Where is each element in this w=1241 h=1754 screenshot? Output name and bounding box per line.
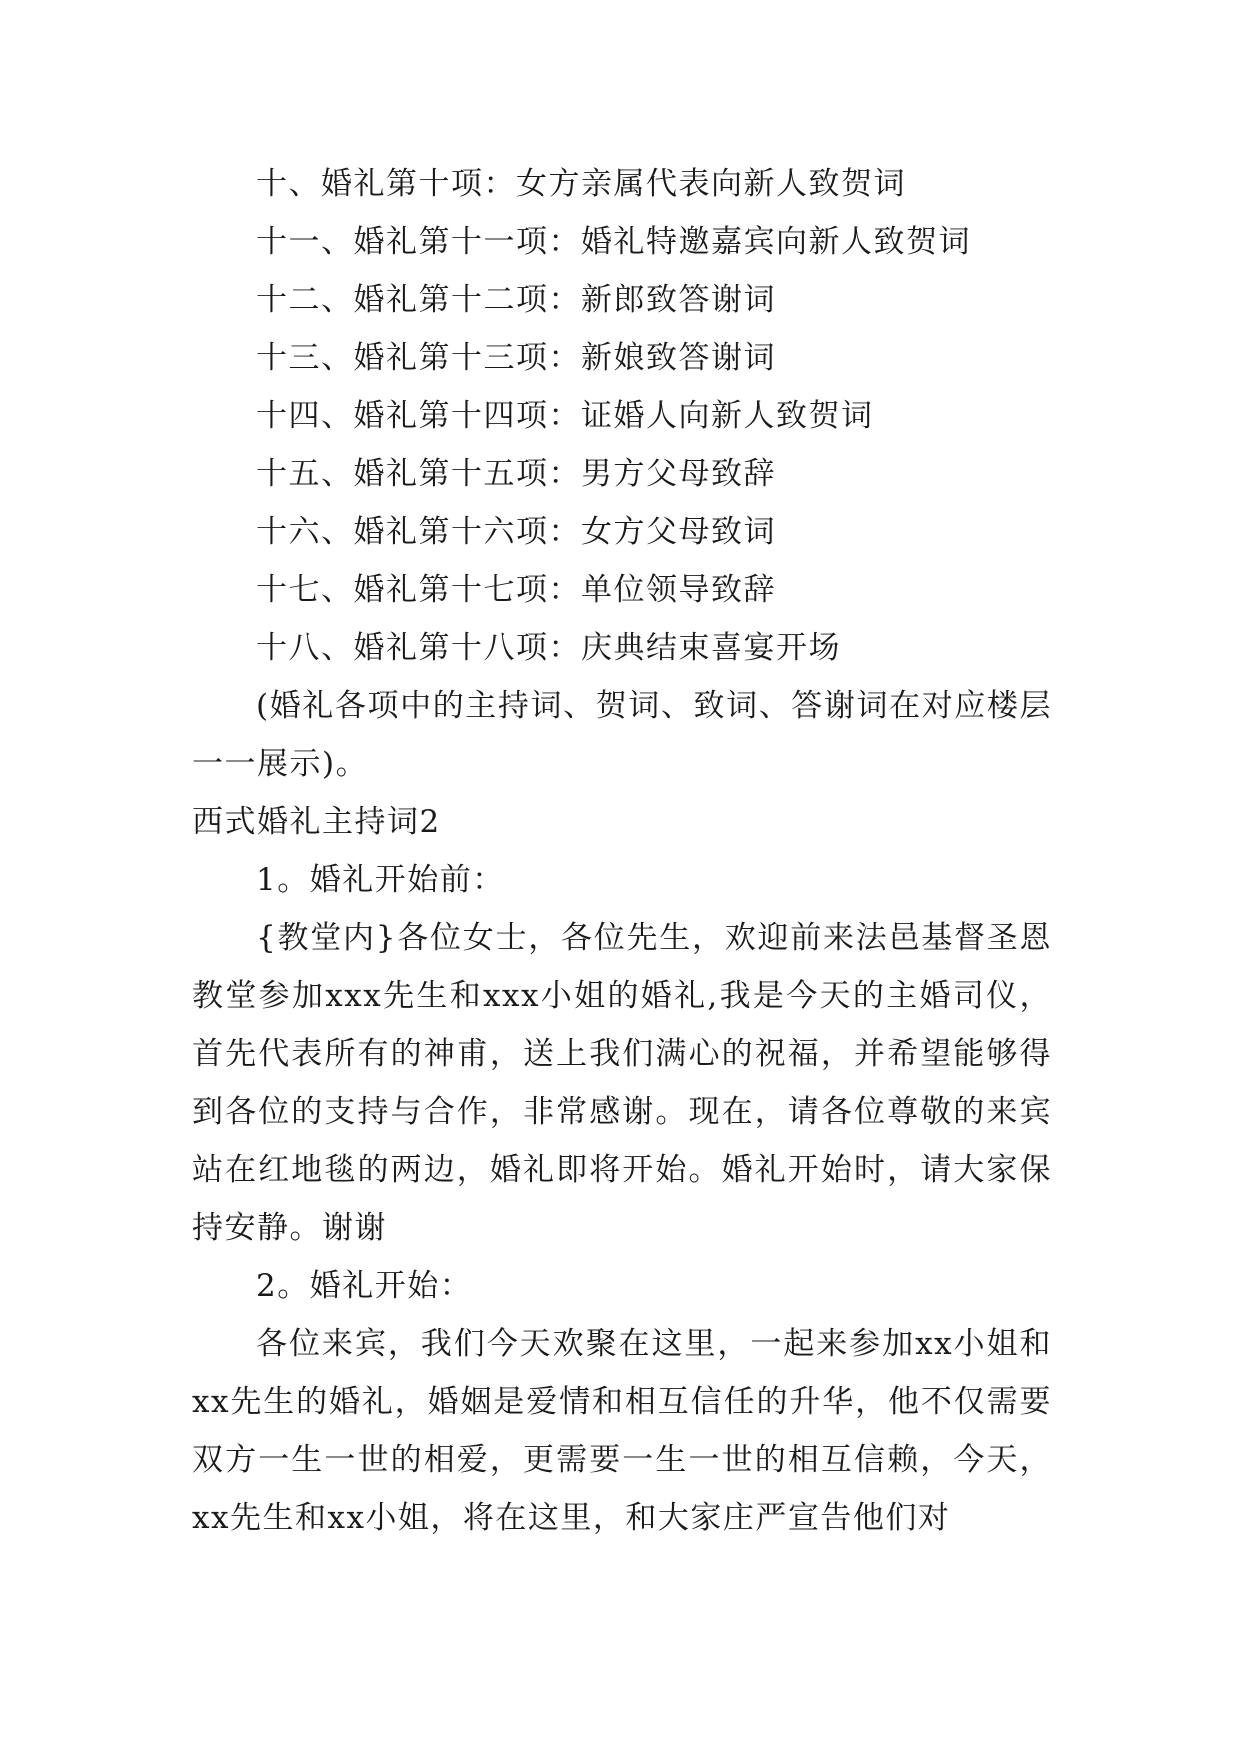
list-item: 十一、婚礼第十一项：婚礼特邀嘉宾向新人致贺词 [256,224,971,260]
section-title: 西式婚礼主持词2 [192,804,441,840]
list-item: 十三、婚礼第十三项：新娘致答谢词 [256,340,776,376]
list-item: 十八、婚礼第十八项：庆典结束喜宴开场 [256,630,841,666]
list-item: 十四、婚礼第十四项：证婚人向新人致贺词 [256,398,874,434]
list-item: 十七、婚礼第十七项：单位领导致辞 [256,572,776,608]
body-paragraph: 各位来宾，我们今天欢聚在这里，一起来参加xx小姐和xx先生的婚礼，婚姻是爱情和相互信任的升华，他不仅需要双方一生一世的相爱，更需要一生一世的相互信赖，今天，xx先生和xx小姐，将在这里，和大家庄严宣告他们对 [192,1326,1052,1536]
document-page [192,155,1052,1547]
body-paragraph: {教堂内}各位女士，各位先生，欢迎前来法邑基督圣恩教堂参加xxx先生和xxx小姐的婚礼,我是今天的主婚司仪，首先代表所有的神甫，送上我们满心的祝福，并希望能够得到各位的支持与合作，非常感谢。现在，请各位尊敬的来宾站在红地毯的两边，婚礼即将开始。婚礼开始时，请大家保持安静。谢谢 [192,920,1052,1246]
list-item: 十五、婚礼第十五项：男方父母致辞 [256,456,776,492]
subsection-heading: 1。婚礼开始前： [256,862,505,898]
list-item: 十二、婚礼第十二项：新郎致答谢词 [256,282,776,318]
list-item: 十六、婚礼第十六项：女方父母致词 [256,514,776,550]
list-item: 十、婚礼第十项：女方亲属代表向新人致贺词 [256,166,906,202]
subsection-heading: 2。婚礼开始： [256,1268,473,1304]
note-paragraph: (婚礼各项中的主持词、贺词、致词、答谢词在对应楼层一一展示)。 [192,688,1052,782]
